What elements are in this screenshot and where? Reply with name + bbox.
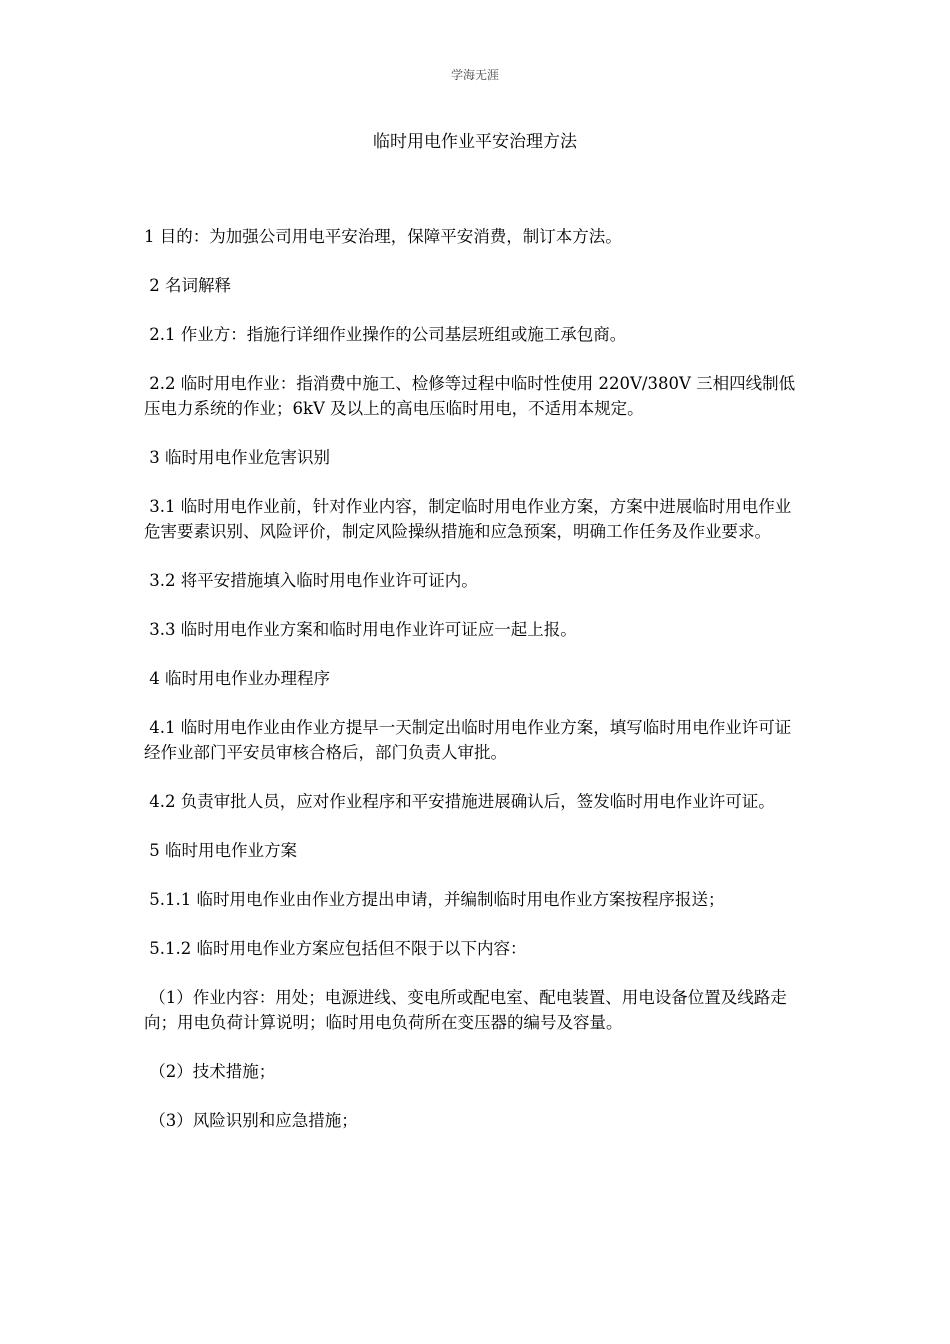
paragraph-3-1: 3.1 临时用电作业前，针对作业内容，制定临时用电作业方案，方案中进展临时用电作业危害要素识别、风险评价，制定风险操纵措施和应急预案，明确工作任务及作业要求。 bbox=[144, 497, 792, 541]
section-heading-definitions: 2 名词解释 bbox=[144, 276, 231, 295]
document-body bbox=[144, 224, 799, 1157]
paragraph-5-1-2: 5.1.2 临时用电作业方案应包括但不限于以下内容： bbox=[144, 939, 527, 958]
list-item-1: （1）作业内容：用处；电源进线、变电所或配电室、配电装置、用电设备位置及线路走向；用电负荷计算说明；临时用电负荷所在变压器的编号及容量。 bbox=[144, 988, 787, 1032]
paragraph-5-1-1: 5.1.1 临时用电作业由作业方提出申请，并编制临时用电作业方案按程序报送； bbox=[144, 890, 725, 909]
document-title: 临时用电作业平安治理方法 bbox=[373, 132, 577, 152]
section-heading-plan: 5 临时用电作业方案 bbox=[144, 841, 297, 860]
section-heading-hazard-identification: 3 临时用电作业危害识别 bbox=[144, 448, 330, 467]
paragraph-4-2: 4.2 负责审批人员，应对作业程序和平安措施进展确认后，签发临时用电作业许可证。 bbox=[144, 792, 775, 811]
paragraph-3-2: 3.2 将平安措施填入临时用电作业许可证内。 bbox=[144, 571, 478, 590]
list-item-2: （2）技术措施； bbox=[144, 1062, 276, 1081]
page-header: 学海无涯 bbox=[450, 68, 499, 82]
paragraph-2-1: 2.1 作业方：指施行详细作业操作的公司基层班组或施工承包商。 bbox=[144, 325, 627, 344]
section-heading-procedure: 4 临时用电作业办理程序 bbox=[144, 669, 330, 688]
paragraph-4-1: 4.1 临时用电作业由作业方提早一天制定出临时用电作业方案，填写临时用电作业许可证经作业部门平安员审核合格后，部门负责人审批。 bbox=[144, 718, 792, 762]
paragraph-2-2: 2.2 临时用电作业：指消费中施工、检修等过程中临时性使用 220V/380V 三相四线制低压电力系统的作业；6kV 及以上的高电压临时用电，不适用本规定。 bbox=[144, 374, 796, 418]
paragraph-purpose: 1 目的：为加强公司用电平安治理，保障平安消费，制订本方法。 bbox=[144, 227, 622, 246]
paragraph-3-3: 3.3 临时用电作业方案和临时用电作业许可证应一起上报。 bbox=[144, 620, 577, 639]
list-item-3: （3）风险识别和应急措施； bbox=[144, 1111, 358, 1130]
